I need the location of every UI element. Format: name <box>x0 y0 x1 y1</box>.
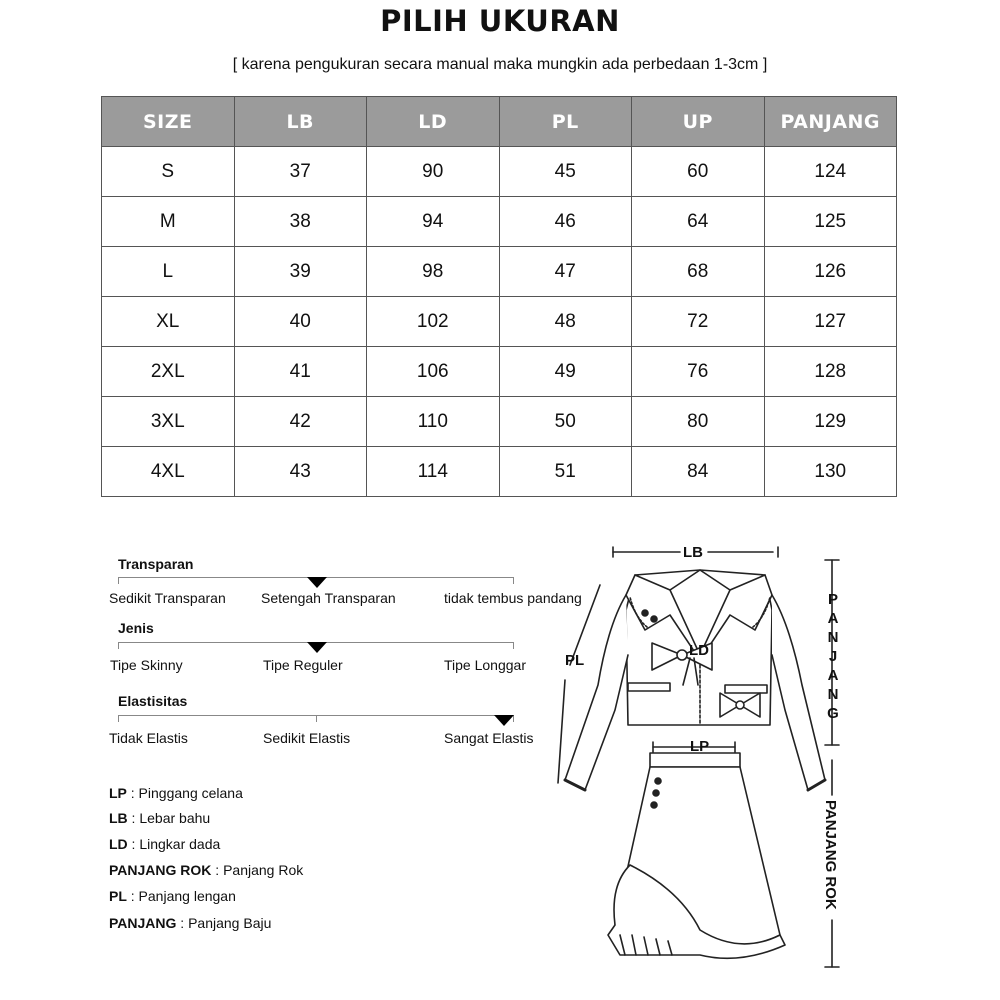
legend-item <box>109 836 220 852</box>
table-cell: 76 <box>632 347 765 397</box>
table-row <box>102 347 897 397</box>
table-cell: 37 <box>234 147 367 197</box>
page-title: PILIH UKURAN <box>380 4 620 38</box>
ld-label: LD <box>689 642 709 659</box>
table-cell: 98 <box>367 247 500 297</box>
panjang-rok-label <box>820 800 846 910</box>
table-row <box>102 247 897 297</box>
table-cell: 125 <box>764 197 897 247</box>
table-cell: 68 <box>632 247 765 297</box>
legend-item <box>109 888 236 904</box>
legend-key: LB <box>109 810 128 826</box>
column-header: UP <box>632 97 765 147</box>
table-cell: 49 <box>499 347 632 397</box>
legend-desc: : Panjang Baju <box>176 915 272 931</box>
table-row <box>102 147 897 197</box>
table-cell: 90 <box>367 147 500 197</box>
selected-marker-icon <box>494 715 514 726</box>
table-cell: 47 <box>499 247 632 297</box>
scale-option: Setengah Transparan <box>261 590 396 606</box>
scale-option: Tipe Skinny <box>110 657 183 673</box>
table-cell: 129 <box>764 397 897 447</box>
table-cell: 43 <box>234 447 367 497</box>
table-cell: 127 <box>764 297 897 347</box>
garment-illustration <box>540 535 860 975</box>
table-cell: 106 <box>367 347 500 397</box>
table-cell: 84 <box>632 447 765 497</box>
column-header: PL <box>499 97 632 147</box>
table-row <box>102 297 897 347</box>
size-table-header-row <box>102 97 897 147</box>
column-header: LB <box>234 97 367 147</box>
lp-label: LP <box>690 738 710 755</box>
column-header: SIZE <box>102 97 235 147</box>
table-cell: 46 <box>499 197 632 247</box>
scale-option: Sedikit Elastis <box>263 730 351 746</box>
scale-tick <box>118 642 119 649</box>
table-cell: 110 <box>367 397 500 447</box>
table-cell: XL <box>102 297 235 347</box>
table-cell: 124 <box>764 147 897 197</box>
table-cell: M <box>102 197 235 247</box>
table-cell: 40 <box>234 297 367 347</box>
scale-option: Sedikit Transparan <box>109 590 226 606</box>
legend-item <box>109 862 303 878</box>
legend-key: PL <box>109 888 127 904</box>
panjang-rok-text: PANJANG ROK <box>822 800 839 910</box>
scale-tick <box>513 642 514 649</box>
selected-marker-icon <box>307 642 327 653</box>
table-cell: 102 <box>367 297 500 347</box>
table-cell: 38 <box>234 197 367 247</box>
table-cell: S <box>102 147 235 197</box>
scale-title: Jenis <box>118 620 154 636</box>
scale-tick <box>118 715 119 722</box>
legend-desc: : Pinggang celana <box>126 785 243 801</box>
legend-item <box>109 915 271 931</box>
selected-marker-icon <box>307 577 327 588</box>
table-cell: 114 <box>367 447 500 497</box>
legend-desc: : Lingkar dada <box>127 836 221 852</box>
column-header: PANJANG <box>764 97 897 147</box>
table-cell: 45 <box>499 147 632 197</box>
legend-key: LD <box>109 836 128 852</box>
table-cell: 4XL <box>102 447 235 497</box>
scale-option: Sangat Elastis <box>444 730 534 746</box>
legend-item <box>109 810 210 826</box>
table-row <box>102 397 897 447</box>
table-cell: 51 <box>499 447 632 497</box>
legend-desc: : Panjang Rok <box>211 862 304 878</box>
measurement-note: [ karena pengukuran secara manual maka mungkin ada perbedaan 1-3cm ] <box>232 56 768 73</box>
table-cell: 126 <box>764 247 897 297</box>
legend-key: LP <box>109 785 127 801</box>
table-cell: L <box>102 247 235 297</box>
table-cell: 130 <box>764 447 897 497</box>
table-cell: 39 <box>234 247 367 297</box>
scale-option: Tipe Reguler <box>263 657 343 673</box>
scale-title: Elastisitas <box>118 693 188 709</box>
table-cell: 128 <box>764 347 897 397</box>
column-header: LD <box>367 97 500 147</box>
scale-tick <box>118 577 119 584</box>
scale-option: Tipe Longgar <box>444 657 526 673</box>
legend-desc: : Panjang lengan <box>126 888 236 904</box>
legend-desc: : Lebar bahu <box>127 810 211 826</box>
lb-label: LB <box>683 544 703 561</box>
skirt-waistband <box>650 753 740 767</box>
left-sleeve <box>565 595 628 790</box>
pl-label: PL <box>565 652 585 669</box>
panjang-text: PANJANG <box>827 591 839 722</box>
scale-option: Tidak Elastis <box>109 730 188 746</box>
table-row <box>102 197 897 247</box>
panjang-label <box>825 590 841 723</box>
scale-option: tidak tembus pandang <box>444 590 582 606</box>
table-cell: 72 <box>632 297 765 347</box>
legend-item <box>109 785 243 801</box>
table-cell: 60 <box>632 147 765 197</box>
scale-tick <box>316 715 317 722</box>
scale-tick <box>513 577 514 584</box>
table-cell: 2XL <box>102 347 235 397</box>
right-sleeve <box>772 595 825 790</box>
table-cell: 41 <box>234 347 367 397</box>
scale-title: Transparan <box>118 556 194 572</box>
table-cell: 94 <box>367 197 500 247</box>
legend-key: PANJANG <box>109 915 177 931</box>
table-cell: 48 <box>499 297 632 347</box>
table-cell: 80 <box>632 397 765 447</box>
table-cell: 42 <box>234 397 367 447</box>
table-cell: 64 <box>632 197 765 247</box>
legend-key: PANJANG ROK <box>109 862 212 878</box>
table-cell: 50 <box>499 397 632 447</box>
table-row <box>102 447 897 497</box>
table-cell: 3XL <box>102 397 235 447</box>
size-table <box>101 96 897 497</box>
